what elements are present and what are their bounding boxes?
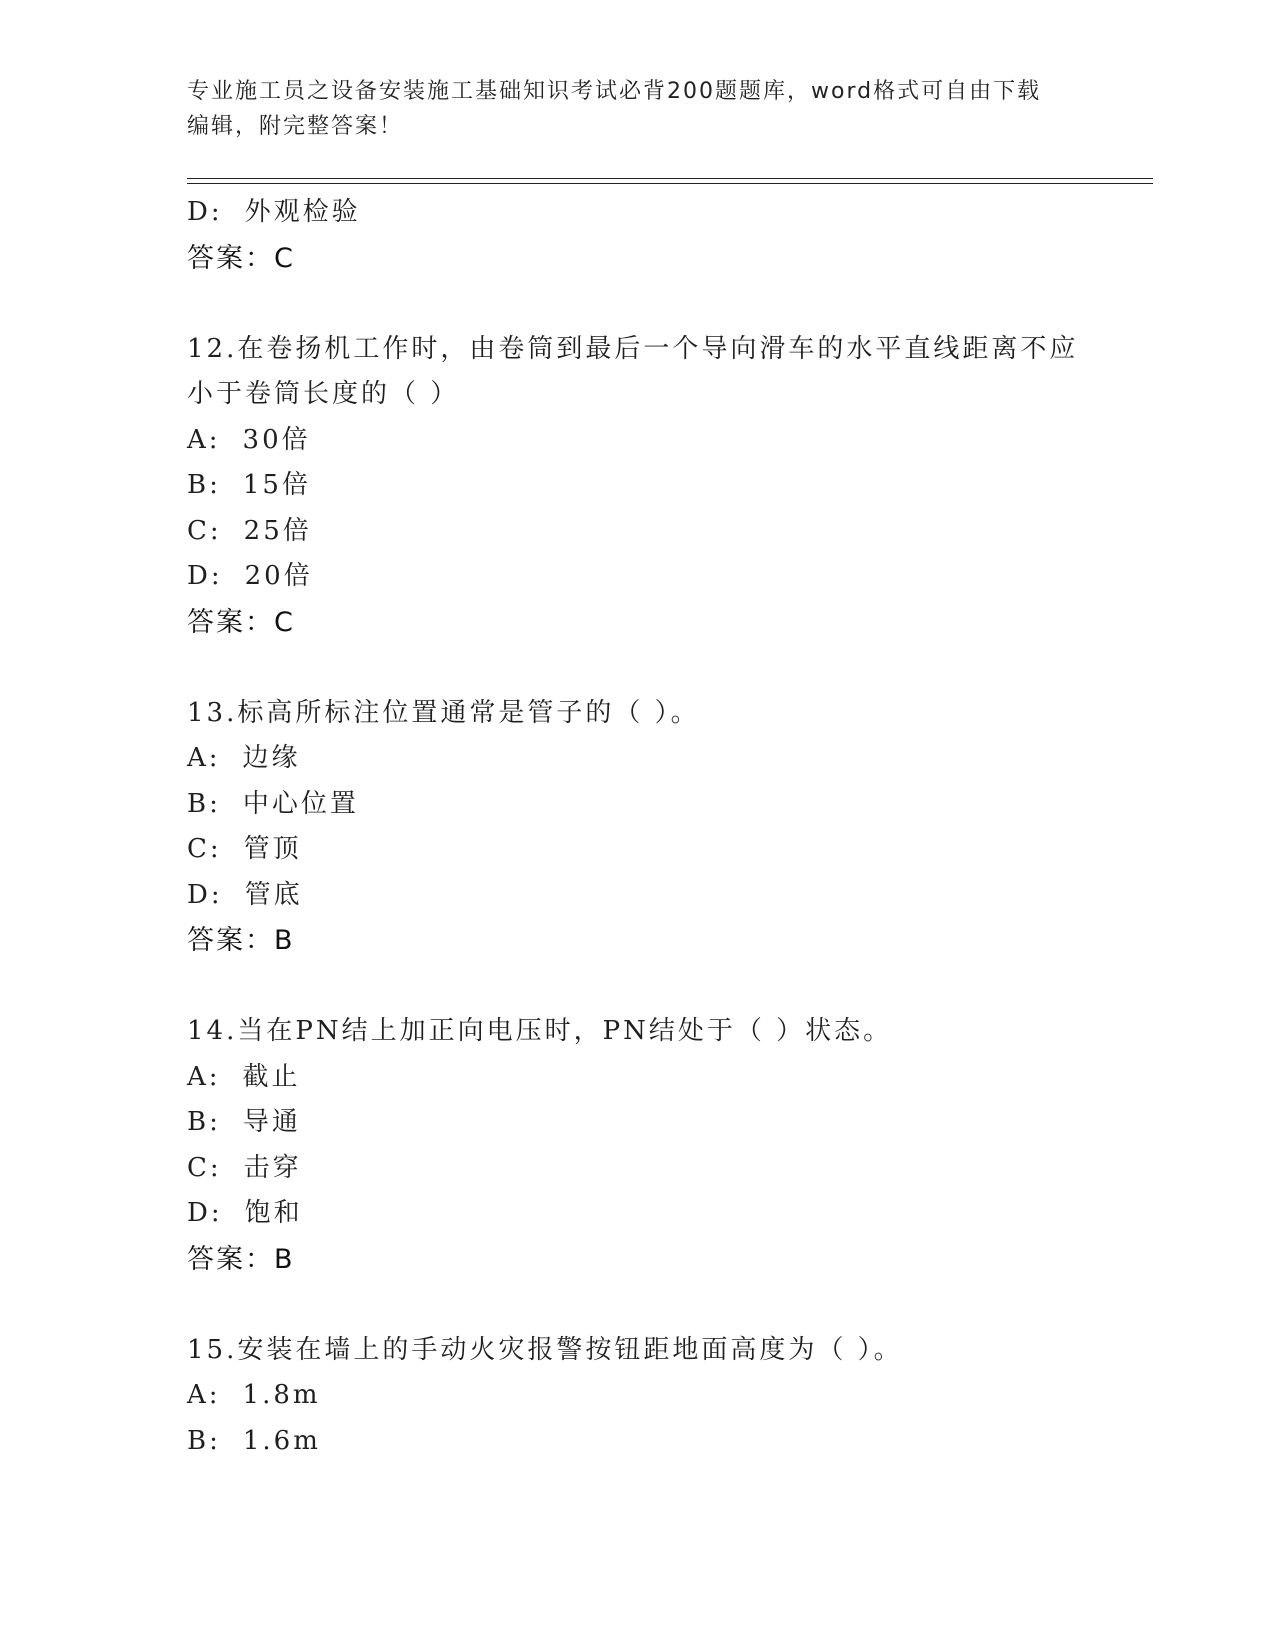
- option-a: [187, 736, 1147, 782]
- option-letter: C:: [187, 1152, 222, 1183]
- question-14-text: 14.当在PN结上加正向电压时，PN结处于（ ）状态。: [187, 1016, 893, 1046]
- option-letter: A:: [187, 1380, 221, 1410]
- option-letter: B:: [187, 1425, 221, 1456]
- option-letter: D:: [187, 1198, 223, 1228]
- option-text: 外观检验: [244, 197, 361, 227]
- spacer: [187, 964, 1147, 1010]
- spacer: [187, 281, 1147, 327]
- option-text: 30倍: [242, 424, 311, 455]
- option-letter: B:: [187, 788, 221, 819]
- header-line-1: 专业施工员之设备安装施工基础知识考试必背200题题库，word格式可自由下载: [187, 79, 1042, 104]
- question-15-text: 15.安装在墙上的手动火灾报警按钮距地面高度为（ ）。: [187, 1334, 903, 1365]
- option-text: 25倍: [243, 515, 312, 546]
- option-letter: D:: [187, 879, 223, 910]
- option-a: [187, 1373, 1147, 1419]
- answer-line: 答案：C: [187, 606, 295, 638]
- option-letter: C:: [187, 515, 222, 546]
- option-d: [187, 1191, 1147, 1237]
- option-text: 饱和: [244, 1198, 303, 1228]
- option-text: 1.8m: [242, 1380, 321, 1410]
- spacer: [187, 645, 1147, 691]
- option-letter: A:: [187, 743, 221, 773]
- question-12-text-line-1: 12.在卷扬机工作时，由卷筒到最后一个导向滑车的水平直线距离不应: [187, 333, 1079, 364]
- spacer: [187, 1282, 1147, 1328]
- option-b: [187, 1100, 1147, 1146]
- option-letter: A:: [187, 424, 221, 455]
- option-text: 1.6m: [242, 1425, 321, 1456]
- option-b: [187, 463, 1147, 509]
- option-c: [187, 509, 1147, 555]
- header-divider-bottom: [187, 183, 1153, 184]
- header-line-2: 编辑，附完整答案！: [187, 114, 404, 139]
- option-letter: A:: [187, 1061, 221, 1092]
- option-b: [187, 782, 1147, 828]
- option-c: [187, 1146, 1147, 1192]
- option-text: 20倍: [244, 561, 313, 591]
- option-text: 管顶: [243, 834, 302, 864]
- option-d: [187, 873, 1147, 919]
- answer-line: 答案：B: [187, 1243, 295, 1275]
- answer-line: 答案：C: [187, 242, 295, 274]
- option-b: [187, 1419, 1147, 1465]
- question-list: [187, 190, 1147, 1464]
- option-text: 15倍: [242, 470, 311, 500]
- option-c: [187, 827, 1147, 873]
- option-letter: C:: [187, 834, 222, 864]
- option-text: 边缘: [242, 743, 301, 773]
- option-d: [187, 554, 1147, 600]
- question-12-text-line-2: 小于卷筒长度的（ ）: [187, 379, 460, 409]
- answer-line: 答案：B: [187, 925, 295, 956]
- option-text: 截止: [242, 1061, 301, 1092]
- option-letter: B:: [187, 470, 221, 500]
- question-13-text: 13.标高所标注位置通常是管子的（ ）。: [187, 697, 700, 728]
- option-letter: D:: [187, 561, 223, 591]
- option-d: [187, 190, 1147, 236]
- option-text: 管底: [244, 879, 303, 910]
- header-divider-top: [187, 178, 1153, 179]
- option-letter: B:: [187, 1107, 221, 1137]
- option-a: [187, 418, 1147, 464]
- option-text: 中心位置: [242, 788, 359, 819]
- option-a: [187, 1055, 1147, 1101]
- option-text: 导通: [242, 1107, 301, 1137]
- option-letter: D:: [187, 197, 223, 227]
- option-text: 击穿: [243, 1152, 302, 1183]
- document-header: [187, 74, 1077, 144]
